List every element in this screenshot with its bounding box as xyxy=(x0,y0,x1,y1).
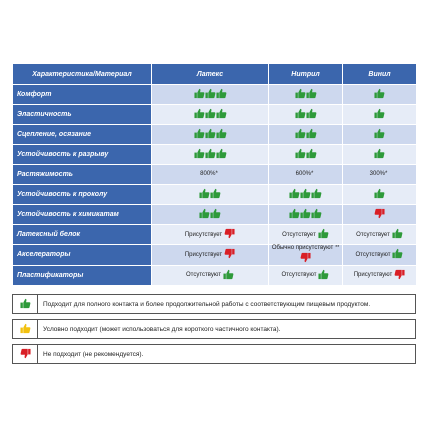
thumb-up-icon xyxy=(205,108,216,121)
table-cell xyxy=(152,205,269,225)
thumb-down-icon xyxy=(374,208,385,221)
table-cell xyxy=(269,205,343,225)
thumb-up-icon xyxy=(300,208,311,221)
row-label: Устойчивость к химикатам xyxy=(13,205,152,225)
thumb-up-icon xyxy=(194,108,205,121)
table-cell xyxy=(152,185,269,205)
table-cell xyxy=(152,265,269,285)
table-cell xyxy=(269,145,343,165)
table-row xyxy=(13,125,417,145)
thumb-yellow-icon xyxy=(20,323,31,336)
table-cell xyxy=(152,225,269,245)
table-cell xyxy=(269,185,343,205)
header-cell-characteristic: Характеристика/Материал xyxy=(13,64,152,85)
table-cell xyxy=(343,145,417,165)
row-label: Устойчивость к проколу xyxy=(13,185,152,205)
table-cell xyxy=(269,245,343,266)
thumb-up-icon xyxy=(210,188,221,201)
cell-text: Отсутствуют xyxy=(186,272,221,279)
thumb-up-icon xyxy=(311,188,322,201)
table-row xyxy=(13,205,417,225)
thumb-up-icon xyxy=(289,208,300,221)
thumb-up-icon xyxy=(392,228,403,241)
thumb-up-icon xyxy=(205,88,216,101)
table-cell xyxy=(152,85,269,105)
row-label: Пластификаторы xyxy=(13,265,152,285)
thumb-up-icon xyxy=(311,208,322,221)
header-cell-vinyl: Винил xyxy=(343,64,417,85)
thumb-up-icon xyxy=(194,88,205,101)
thumb-up-icon xyxy=(216,108,227,121)
cell-text: Отсутствует xyxy=(356,231,390,238)
thumb-up-icon xyxy=(289,188,300,201)
cell-text: 600%* xyxy=(295,171,314,178)
table-cell xyxy=(269,165,343,185)
legend-icon-cell xyxy=(13,345,38,364)
thumb-up-icon xyxy=(199,208,210,221)
table-row xyxy=(13,185,417,205)
legend-text: Условно подходит (может использоваться для короткого частичного контакта). xyxy=(38,320,416,339)
table-cell xyxy=(343,125,417,145)
thumb-up-icon xyxy=(295,148,306,161)
table-body xyxy=(13,85,417,286)
table-cell xyxy=(152,105,269,125)
thumb-up-icon xyxy=(306,128,317,141)
thumb-up-icon xyxy=(223,269,234,282)
row-label: Латексный белок xyxy=(13,225,152,245)
thumb-up-icon xyxy=(216,128,227,141)
header-cell-latex: Латекс xyxy=(152,64,269,85)
cell-text: Отсутствуют xyxy=(281,272,317,279)
table-cell xyxy=(269,125,343,145)
legend-text: Не подходит (не рекомендуется). xyxy=(38,345,416,364)
header-cell-nitrile: Нитрил xyxy=(269,64,343,85)
row-label: Эластичность xyxy=(13,105,152,125)
thumb-up-icon xyxy=(306,148,317,161)
thumb-up-icon xyxy=(300,188,311,201)
thumb-up-icon xyxy=(205,128,216,141)
thumb-up-icon xyxy=(216,88,227,101)
thumb-up-icon xyxy=(306,88,317,101)
table-cell xyxy=(152,145,269,165)
thumb-up-icon xyxy=(318,228,329,241)
table-row xyxy=(13,265,417,285)
table-cell xyxy=(269,105,343,125)
table-row xyxy=(13,165,417,185)
thumb-down-icon xyxy=(300,252,311,265)
cell-text: Отсутствуют xyxy=(355,251,391,258)
table-cell xyxy=(343,185,417,205)
row-label: Растяжимость xyxy=(13,165,152,185)
legend-body xyxy=(13,295,416,364)
table-cell xyxy=(152,125,269,145)
thumb-down-icon xyxy=(394,269,405,282)
table-cell xyxy=(343,205,417,225)
legend-icon-cell xyxy=(13,320,38,339)
cell-text: Обычно присутствуют xyxy=(271,245,334,251)
thumb-up-icon xyxy=(374,108,385,121)
legend-box xyxy=(12,294,416,364)
table-cell xyxy=(343,265,417,285)
cell-note: ** xyxy=(335,245,340,251)
table-row xyxy=(13,85,417,105)
thumb-up-icon xyxy=(194,148,205,161)
thumb-up-icon xyxy=(318,269,329,282)
header-row xyxy=(13,64,417,85)
thumb-up-icon xyxy=(392,248,403,261)
thumb-up-icon xyxy=(295,88,306,101)
table-cell xyxy=(343,225,417,245)
table-cell xyxy=(343,105,417,125)
thumb-down-icon xyxy=(20,348,31,361)
table-cell xyxy=(269,85,343,105)
table-cell xyxy=(343,85,417,105)
cell-text: Присутствует xyxy=(184,231,223,238)
table-cell xyxy=(152,245,269,266)
legend-icon-cell xyxy=(13,295,38,314)
row-label: Сцепление, осязание xyxy=(13,125,152,145)
cell-text: 800%* xyxy=(200,171,218,178)
cell-text: Отсутствует xyxy=(282,231,316,238)
thumb-up-icon xyxy=(295,128,306,141)
cell-text: Присутствуют xyxy=(353,272,393,279)
thumb-up-icon xyxy=(374,148,385,161)
thumb-up-icon xyxy=(374,128,385,141)
table-cell xyxy=(343,245,417,266)
legend-item xyxy=(13,320,416,339)
table-row xyxy=(13,225,417,245)
legend-item xyxy=(13,295,416,314)
thumb-up-icon xyxy=(306,108,317,121)
table-cell xyxy=(343,165,417,185)
legend-text: Подходит для полного контакта и более продолжительной работы с соответствующим пищевым продуктом. xyxy=(38,295,416,314)
row-label: Комфорт xyxy=(13,85,152,105)
table-row xyxy=(13,245,417,266)
thumb-up-icon xyxy=(205,148,216,161)
cell-text: Присутствует xyxy=(184,251,223,258)
table-row xyxy=(13,105,417,125)
table-cell xyxy=(269,265,343,285)
thumb-up-icon xyxy=(295,108,306,121)
thumb-up-icon xyxy=(374,188,385,201)
thumb-up-icon xyxy=(374,88,385,101)
thumb-up-icon xyxy=(199,188,210,201)
thumb-up-icon xyxy=(20,298,31,311)
row-label: Устойчивость к разрыву xyxy=(13,145,152,165)
table-row xyxy=(13,145,417,165)
table-cell xyxy=(152,165,269,185)
cell-text: 300%* xyxy=(369,171,388,178)
thumb-down-icon xyxy=(224,248,235,261)
table-cell xyxy=(269,225,343,245)
legend-item xyxy=(13,345,416,364)
thumb-down-icon xyxy=(224,228,235,241)
thumb-up-icon xyxy=(216,148,227,161)
comparison-table xyxy=(12,63,417,286)
thumb-up-icon xyxy=(210,208,221,221)
row-label: Акселераторы xyxy=(13,245,152,266)
thumb-up-icon xyxy=(194,128,205,141)
